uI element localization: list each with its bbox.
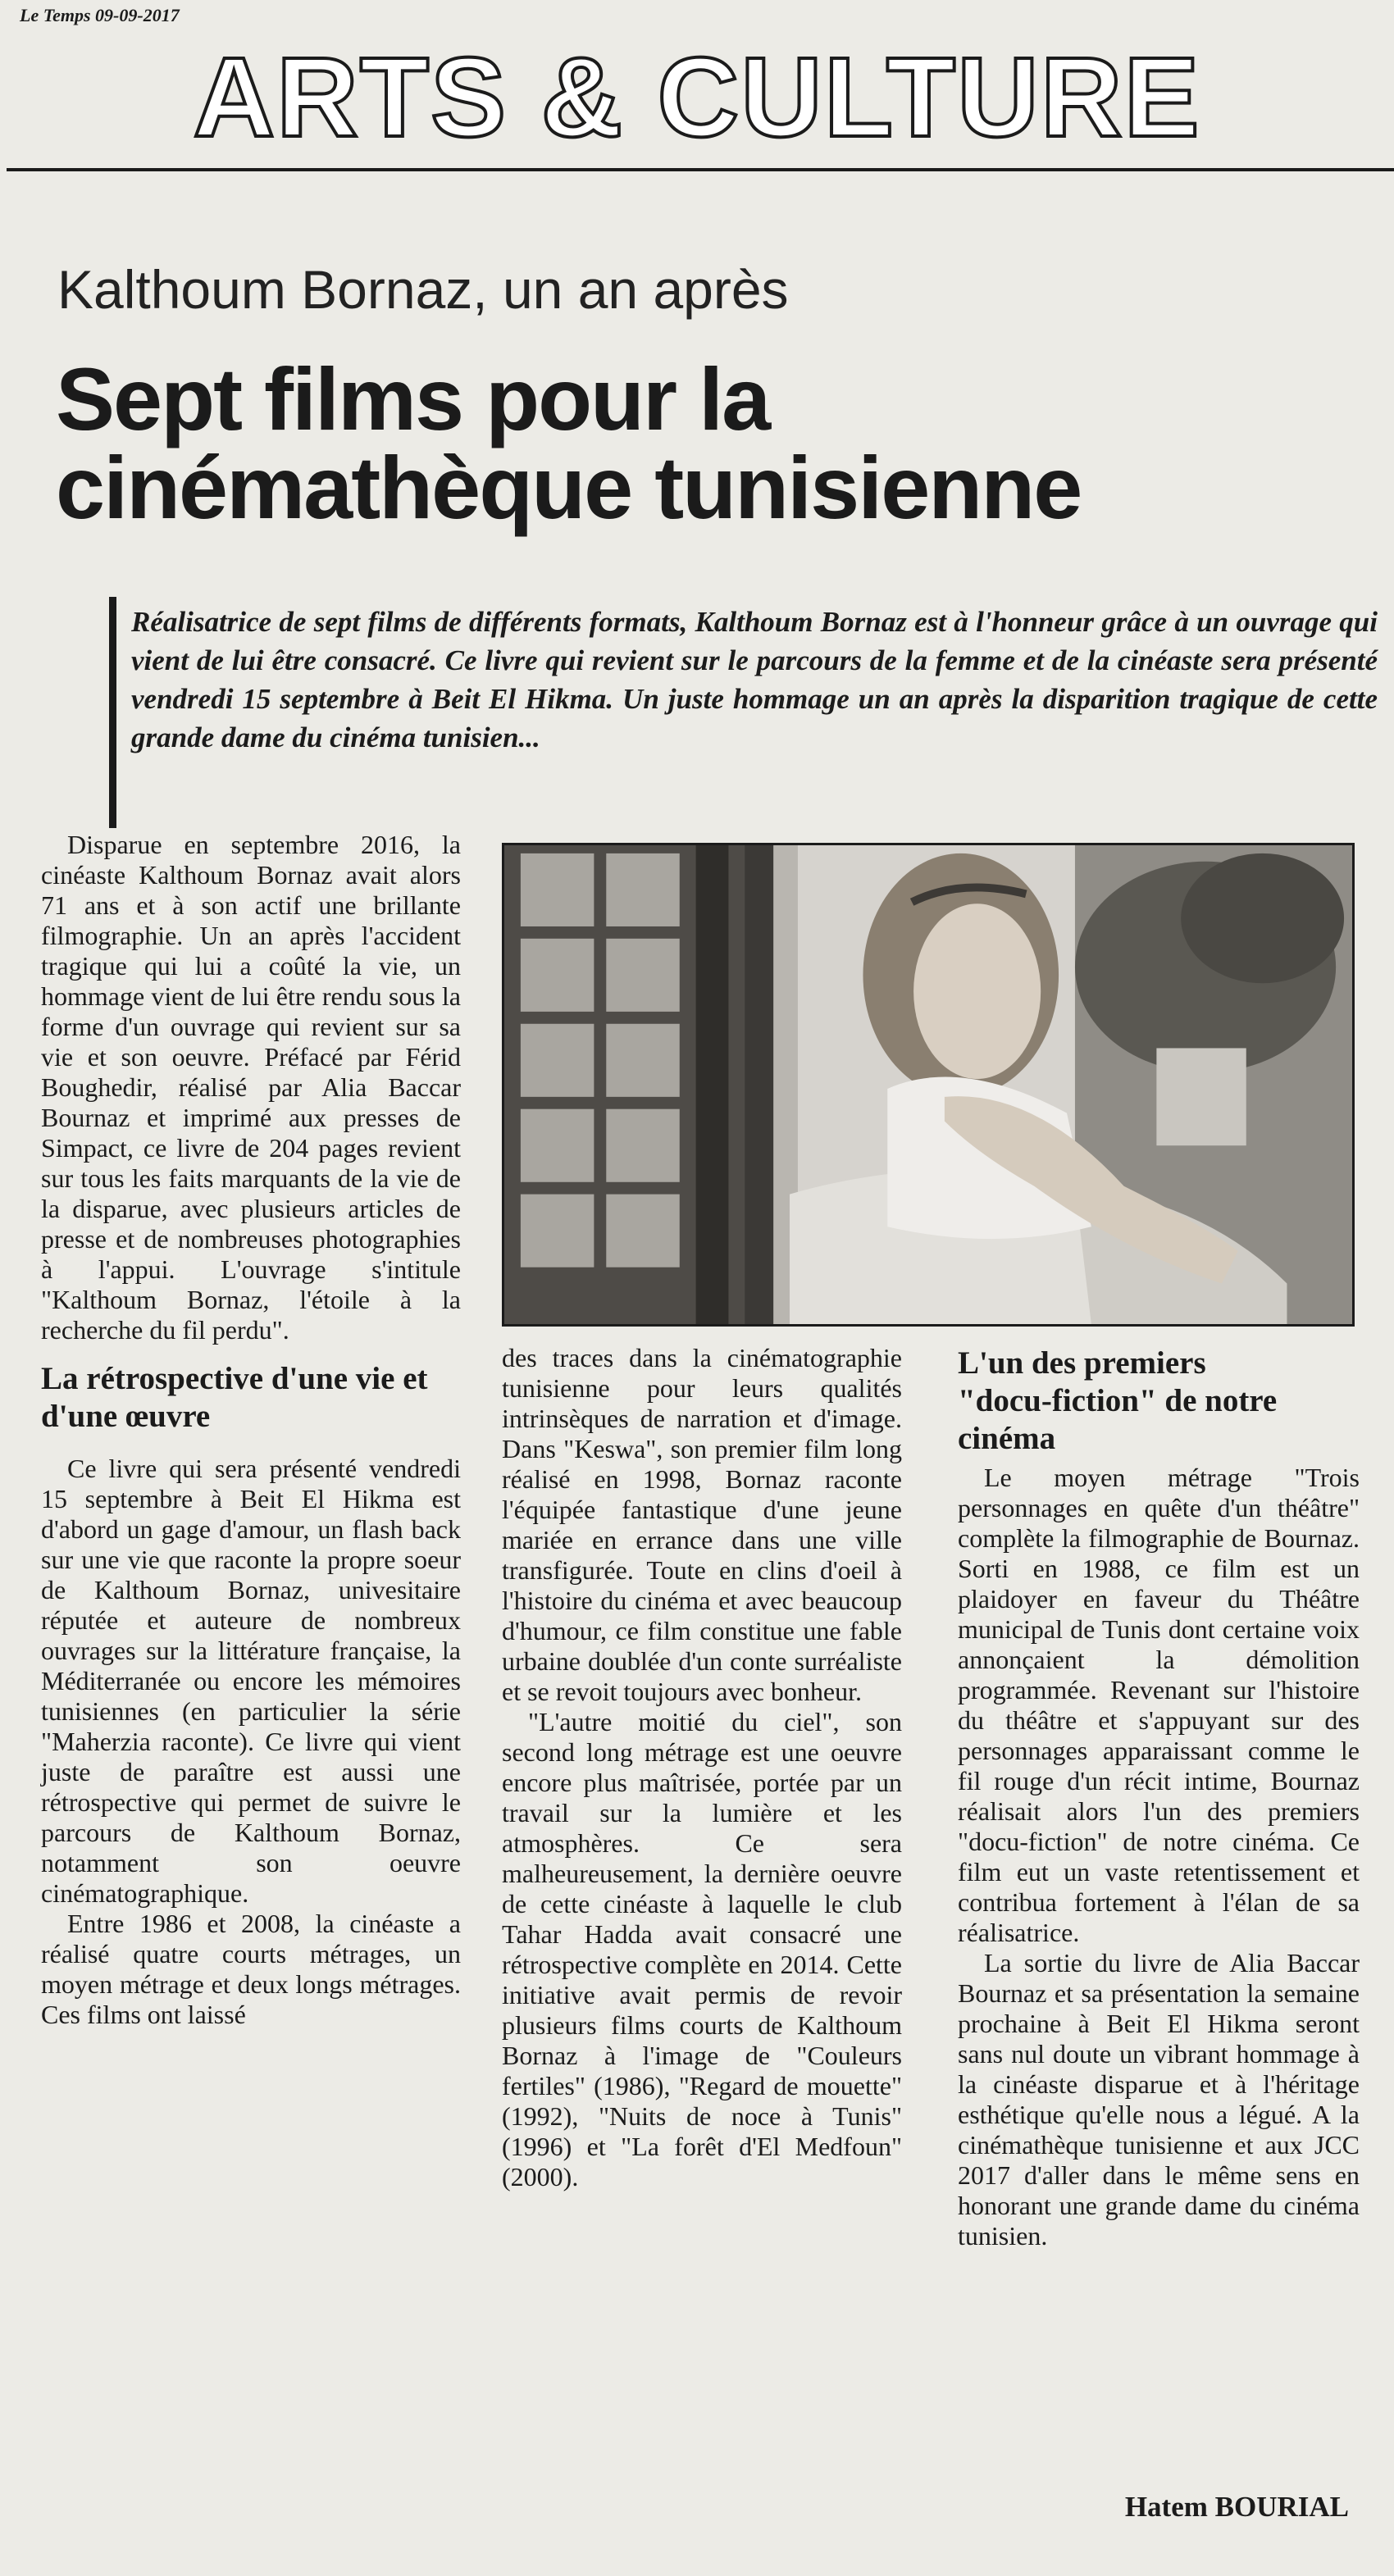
column-1-paragraph-2: Ce livre qui sera présenté vendredi 15 septembre à Beit El Hikma est d'abord un gage d'amour, un flash back sur une vie que raconte la propre soeur de Kalthoum Bornaz, univesitaire réputée et auteure de nombreux ouvrages sur la littérature française, la Méditerranée ou encore les mémoires tunisiennes (en particulier la série "Maherzia raconte). Ce livre qui vient juste de paraître est aussi une rétrospective qui permet de suivre le parcours de Kalthoum Bornaz, notamment son oeuvre cinématographique. [41,1454,461,1908]
headline: Sept films pour la cinémathèque tunisienne [56,349,1082,537]
column-3-paragraph-2: La sortie du livre de Alia Baccar Bournaz et sa présentation la semaine prochaine à Beit El Hikma seront sans nul doute un vibrant hommage à la cinéaste disparue et à l'héritage esthétique qu'elle nous a légué. A la cinémathèque tunisienne et aux JCC 2017 d'aller dans le même sens en honorant une grande dame du cinéma tunisien. [958,1948,1360,2251]
column-3 [958,1345,1360,2251]
column-1-paragraph-1: Disparue en septembre 2016, la cinéaste Kalthoum Bornaz avait alors 71 ans et à son actif une brillante filmographie. Un an après l'accident tragique qui lui a coûté la vie, un hommage vient de lui être rendu sous la forme d'un ouvrage qui revient sur sa vie et son oeuvre. Préfacé par Férid Boughedir, réalisé par Alia Baccar Bournaz et imprimé aux presses de Simpact, ce livre de 204 pages revient sur tous les faits marquants de la vie de la disparue, avec plusieurs articles de presse et de nombreuses photographies à l'appui. L'ouvrage s'intitule "Kalthoum Bornaz, l'étoile à la recherche du fil perdu". [41,830,461,1345]
column-2-paragraph-2: "L'autre moitié du ciel", son second long métrage est une oeuvre encore plus maîtrisée, portée par un travail sur la lumière et les atmosphères. Ce sera malheureusement, la dernière oeuvre de cette cinéaste à laquelle le club Tahar Hadda avait consacré une rétrospective complète en 2014. Cette initiative avait permis de revoir plusieurs films courts de Kalthoum Bornaz à l'image de "Couleurs fertiles" (1986), "Regard de mouette" (1992), "Nuits de noce à Tunis" (1996) et "La forêt d'El Medfoun" (2000). [502,1707,902,2191]
column-2-paragraph-1: des traces dans la cinématographie tunisienne pour leurs qualités intrinsèques de narration et d'image. Dans "Keswa", son premier film long réalisé en 1998, Bornaz raconte l'équipée fantastique d'une jeune mariée en errance dans une ville transfigurée. Toute en clins d'oeil à l'histoire du cinéma et avec beaucoup d'humour, ce film constitue une fable urbaine doublée d'un conte surréaliste et se revoit toujours avec bonheur. [502,1343,902,1706]
section-rule [7,168,1394,171]
column-2 [502,1343,902,2192]
subheading-docu-fiction: L'un des premiers "docu-fiction" de notre cinéma [958,1345,1278,1456]
chapo-bar [109,597,116,828]
portrait-photo-image [504,845,1352,1324]
portrait-photo [502,843,1355,1327]
chapo: Réalisatrice de sept films de différents formats, Kalthoum Bornaz est à l'honneur grâce à un ouvrage qui vient de lui être consacré. Ce livre qui revient sur le parcours de la femme et de la cinéaste sera présenté vendredi 15 septembre à Beit El Hikma. Un juste hommage un an après la disparition tragique de cette grande dame du cinéma tunisien... [131,606,1378,753]
kicker: Kalthoum Bornaz, un an après [57,259,789,320]
column-1-paragraph-3: Entre 1986 et 2008, la cinéaste a réalisé quatre courts métrages, un moyen métrage et deux longs métrages. Ces films ont laissé [41,1909,461,2029]
section-title: ARTS & CULTURE [193,34,1201,161]
column-1 [41,830,461,2030]
byline: Hatem BOURIAL [1124,2491,1349,2523]
subheading-retrospective: La rétrospective d'une vie et d'une œuvre [41,1361,428,1434]
column-3-paragraph-1: Le moyen métrage "Trois personnages en quête d'un théâtre" complète la filmographie de Bournaz. Sorti en 1988, ce film est un plaidoyer en faveur du Théâtre municipal de Tunis dont certaine voix annonçaient la démolition programmée. Revenant sur l'histoire du théâtre et s'appuyant sur des personnages apparaissant comme le fil rouge d'un récit intime, Bournaz réalisait alors l'un des premiers "docu-fiction" de notre cinéma. Ce film eut un vaste retentissement et contribua fortement à l'élan de sa réalisatrice. [958,1463,1360,1947]
source-date: Le Temps 09-09-2017 [20,5,180,25]
